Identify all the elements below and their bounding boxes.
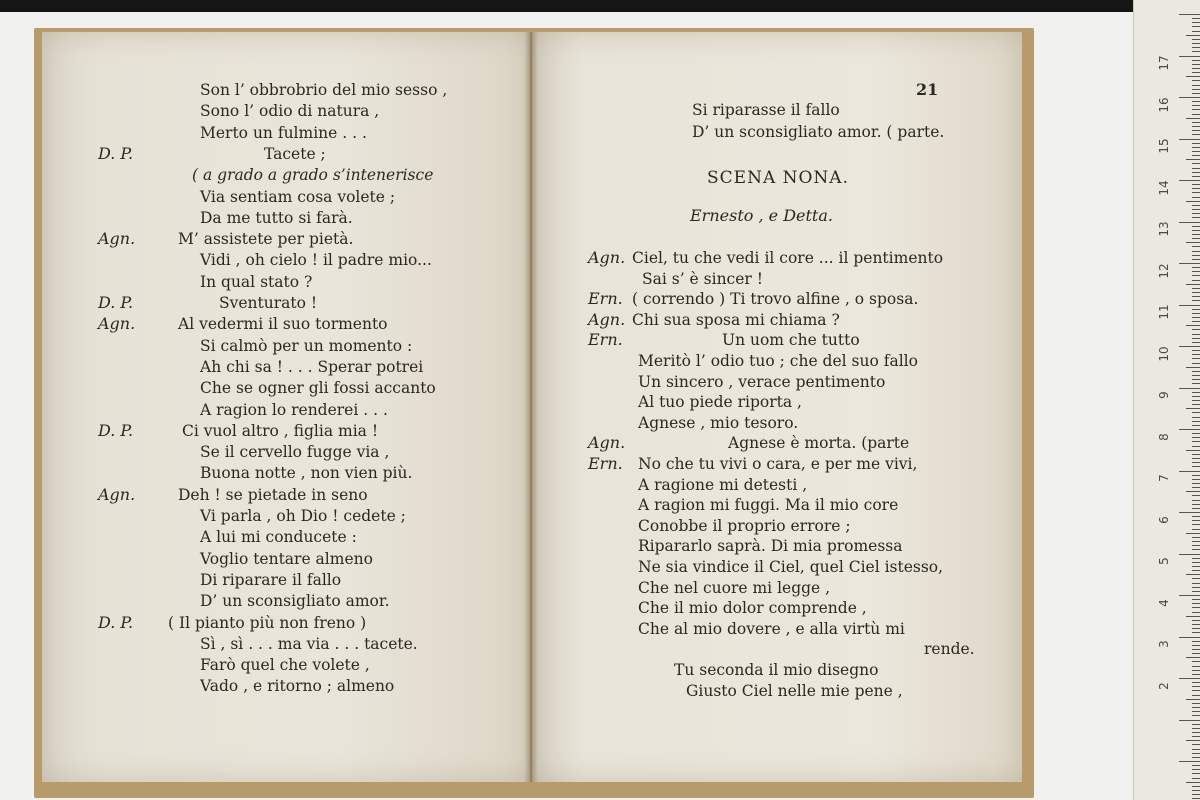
ruler-tick [1192,122,1200,123]
ruler-tick [1192,632,1200,633]
ruler-tick [1192,234,1200,235]
ruler-tick [1192,321,1200,322]
ruler-tick [1192,541,1200,542]
ruler-tick [1192,47,1200,48]
ruler-tick [1192,715,1200,716]
left-text-line: Di riparare il fallo [200,570,342,589]
ruler-tick [1192,475,1200,476]
ruler-tick [1192,288,1200,289]
ruler-tick [1192,516,1200,517]
ruler-tick [1186,657,1200,658]
ruler-tick [1192,454,1200,455]
ruler-tick [1192,188,1200,189]
left-text-line: Si calmò per un momento : [200,336,413,355]
ruler-number: 7 [1157,474,1171,482]
left-speaker: D. P. [98,293,134,312]
ruler-tick [1192,603,1200,604]
right-top-line-1: Si riparasse il fallo [692,101,840,119]
ruler-tick [1192,371,1200,372]
ruler-tick [1192,537,1200,538]
ruler-tick [1192,649,1200,650]
ruler-number: 16 [1157,96,1171,113]
left-text-line: In qual stato ? [200,272,313,291]
left-text-line: Al vedermi il suo tormento [178,315,388,334]
ruler-tick [1192,583,1200,584]
left-text-line: A ragion lo renderei . . . [200,400,388,419]
right-text-line: Che il mio dolor comprende , [638,599,867,618]
ruler-tick [1186,118,1200,119]
ruler-tick [1192,375,1200,376]
left-text-line: Via sentiam cosa volete ; [200,187,396,206]
ruler-tick [1192,309,1200,310]
right-text-line: Un uom che tutto [722,331,860,350]
ruler-tick [1192,765,1200,766]
ruler-tick [1186,408,1200,409]
ruler-tick [1192,80,1200,81]
ruler-number: 9 [1157,391,1171,399]
ruler-tick [1192,275,1200,276]
right-text-line: Sai s’ è sincer ! [642,269,763,288]
right-speaker: Ern. [588,454,623,473]
ruler-tick [1192,209,1200,210]
ruler-tick [1192,674,1200,675]
ruler-tick [1179,429,1200,430]
ruler-tick [1192,230,1200,231]
right-speaker: Agn. [588,248,626,267]
right-speaker: Ern. [588,330,623,350]
left-speaker: Agn. [98,484,136,504]
ruler-tick [1186,740,1200,741]
right-top-line-2: D’ un sconsigliato amor. ( parte. [692,123,945,141]
ruler-tick [1192,736,1200,737]
ruler-tick [1179,180,1200,181]
ruler-tick [1192,417,1200,418]
ruler-tick [1192,520,1200,521]
ruler-tick [1192,126,1200,127]
ruler-tick [1192,524,1200,525]
right-text-line: Che nel cuore mi legge , [638,578,831,597]
ruler-tick [1186,574,1200,575]
ruler-tick [1186,76,1200,77]
ruler-tick [1192,109,1200,110]
ruler-tick [1192,794,1200,795]
ruler-tick [1192,749,1200,750]
ruler-tick [1192,441,1200,442]
right-text-line: Agnese è morta. (parte [728,434,910,453]
ruler-tick [1192,296,1200,297]
ruler-tick [1192,778,1200,779]
ruler-tick [1192,172,1200,173]
right-text-line: Ripararlo saprà. Di mia promessa [638,537,903,556]
ruler-tick [1192,358,1200,359]
ruler-tick [1192,18,1200,19]
ruler-tick [1179,720,1200,721]
ruler-tick [1192,329,1200,330]
left-text-line: D’ un sconsigliato amor. [200,592,390,611]
left-text-line: Voglio tentare almeno [200,549,373,568]
ruler-tick [1192,421,1200,422]
ruler-tick [1179,512,1200,513]
ruler-number: 4 [1157,598,1171,607]
ruler-tick [1192,267,1200,268]
ruler-tick [1192,60,1200,61]
right-text-line: Giusto Ciel nelle mie pene , [686,681,903,700]
ruler-tick [1192,313,1200,314]
ruler-tick [1192,147,1200,148]
ruler-tick [1186,491,1200,492]
ruler-tick [1186,450,1200,451]
ruler-tick [1192,711,1200,712]
left-text-line: Farò quel che volete , [200,656,370,675]
right-text-line: Meritò l’ odio tuo ; che del suo fallo [638,352,918,370]
ruler-tick [1192,85,1200,86]
ruler-number: 5 [1157,557,1171,565]
ruler-tick [1192,31,1200,32]
right-text-line: No che tu vivi o cara, e per me vivi, [638,455,918,473]
right-text-line: Ciel, tu che vedi il core ... il pentimento [632,249,944,267]
ruler-tick [1192,342,1200,343]
ruler-tick [1192,591,1200,592]
ruler-tick [1192,529,1200,530]
ruler-tick [1179,346,1200,347]
right-text-line: Un sincero , verace pentimento [638,372,886,391]
ruler-tick [1192,653,1200,654]
right-text-line: ( correndo ) Ti trovo alfine , o sposa. [632,290,919,309]
left-text-line: Sventurato ! [219,294,318,312]
ruler-tick [1192,197,1200,198]
ruler-tick [1192,757,1200,758]
ruler-number: 12 [1157,262,1171,279]
left-speaker: D. P. [98,420,134,440]
ruler-tick [1192,728,1200,729]
ruler-tick [1179,56,1200,57]
ruler-tick [1192,255,1200,256]
ruler-tick [1192,645,1200,646]
right-text-line: Chi sua sposa mi chiama ? [632,310,840,329]
ruler-tick [1192,412,1200,413]
left-text-line: Se il cervello fugge via , [200,443,390,462]
ruler-tick [1192,176,1200,177]
ruler-tick [1192,338,1200,339]
ruler-tick [1192,51,1200,52]
left-text-line: Buona notte , non vien più. [200,464,413,483]
left-text-line: ( Il pianto più non freno ) [168,613,367,632]
ruler-tick [1192,68,1200,69]
ruler-tick [1192,545,1200,546]
left-speaker: Agn. [98,314,136,334]
ruler-tick [1179,97,1200,98]
right-speaker: Ern. [588,289,623,309]
ruler-tick [1192,101,1200,102]
ruler-tick [1192,587,1200,588]
right-text-line: Agnese , mio tesoro. [638,413,799,432]
ruler-tick [1192,773,1200,774]
right-text-line: Al tuo piede riporta , [638,393,802,412]
ruler-number: 17 [1157,55,1171,71]
ruler-tick [1179,305,1200,306]
ruler-tick [1192,72,1200,73]
ruler-tick [1192,495,1200,496]
ruler-tick [1192,479,1200,480]
ruler-tick [1192,578,1200,579]
ruler-number: 14 [1157,179,1171,196]
ruler-tick [1179,761,1200,762]
ruler-tick [1192,790,1200,791]
right-text-line: Ne sia vindice il Ciel, quel Ciel istesso, [638,558,944,576]
ruler-number: 3 [1157,640,1171,648]
ruler-tick [1192,641,1200,642]
left-text-line: Che se ogner gli fossi accanto [200,379,436,398]
left-text-line: A lui mi conducete : [200,528,357,547]
ruler-tick [1186,616,1200,617]
ruler-tick [1179,139,1200,140]
ruler-tick [1192,363,1200,364]
ruler-tick [1186,699,1200,700]
ruler-tick [1192,114,1200,115]
right-text-line: rende. [924,640,975,659]
ruler-tick [1179,637,1200,638]
ruler-tick [1192,707,1200,708]
left-text-line: Tacete ; [264,144,326,163]
left-page [42,32,530,782]
ruler-tick [1192,143,1200,144]
ruler-tick [1192,695,1200,696]
right-text-line: A ragione mi detesti , [638,475,808,494]
ruler-tick [1192,205,1200,206]
ruler-tick [1192,155,1200,156]
right-text-line: Conobbe il proprio errore ; [638,516,851,535]
ruler-tick [1179,14,1200,15]
ruler-tick [1186,533,1200,534]
ruler-tick [1192,134,1200,135]
ruler-tick [1192,744,1200,745]
ruler-tick [1192,238,1200,239]
left-text-line: Ci vuol altro , figlia mia ! [182,421,379,440]
ruler-tick [1192,786,1200,787]
ruler-tick [1192,271,1200,272]
ruler-tick [1192,400,1200,401]
ruler-tick [1192,392,1200,393]
ruler-tick [1192,769,1200,770]
ruler-tick [1179,263,1200,264]
right-speaker: Agn. [588,309,626,329]
ruler-tick [1192,599,1200,600]
ruler-tick [1192,487,1200,488]
ruler-tick [1192,462,1200,463]
ruler-tick [1179,595,1200,596]
left-text-line: Sì , sì . . . ma via . . . tacete. [200,634,418,653]
ruler-tick [1192,151,1200,152]
left-text-line: Son l’ obbrobrio del mio sesso , [200,81,448,99]
ruler-tick [1192,404,1200,405]
ruler-tick [1186,201,1200,202]
ruler-tick [1186,782,1200,783]
ruler-tick [1192,620,1200,621]
ruler-tick [1192,259,1200,260]
ruler-tick [1192,566,1200,567]
left-speaker: D. P. [98,612,134,632]
ruler-tick [1179,678,1200,679]
ruler-tick [1192,724,1200,725]
book-gutter [524,32,538,782]
ruler-tick [1192,105,1200,106]
ruler-tick [1192,558,1200,559]
ruler-number: 15 [1157,138,1171,154]
ruler-tick [1179,222,1200,223]
ruler-tick [1192,703,1200,704]
ruler-tick [1192,213,1200,214]
left-text-line: Vi parla , oh Dio ! cedete ; [200,507,406,525]
ruler-number: 10 [1157,345,1171,362]
ruler-tick [1192,483,1200,484]
ruler-tick [1192,433,1200,434]
ruler-tick [1192,628,1200,629]
ruler-number: 2 [1157,681,1171,690]
right-page [532,32,1022,782]
ruler-tick [1186,367,1200,368]
ruler-tick [1192,612,1200,613]
ruler-tick [1192,184,1200,185]
ruler-tick [1192,732,1200,733]
left-text-line: M’ assistete per pietà. [178,230,354,249]
left-text-line: Merto un fulmine . . . [200,123,367,142]
left-text-line: Ah chi sa ! . . . Sperar potrei [200,357,424,376]
ruler-tick [1192,666,1200,667]
right-text-line: A ragion mi fuggi. Ma il mio core [638,496,899,515]
ruler-tick [1192,22,1200,23]
right-speaker: Agn. [588,433,626,453]
ruler-tick [1192,350,1200,351]
left-text-line: Vidi , oh cielo ! il padre mio... [200,251,432,270]
ruler-tick [1192,661,1200,662]
ruler-tick [1192,163,1200,164]
ruler-tick [1192,753,1200,754]
left-text-line: ( a grado a grado s’intenerisce [192,166,434,185]
ruler-tick [1186,284,1200,285]
ruler-tick [1192,89,1200,90]
ruler-tick [1192,26,1200,27]
ruler-tick [1192,43,1200,44]
ruler-tick [1192,292,1200,293]
ruler-tick [1186,159,1200,160]
ruler-tick [1192,317,1200,318]
ruler-tick [1192,280,1200,281]
page-number: 21 [916,80,939,99]
ruler-tick [1186,242,1200,243]
ruler-tick [1192,437,1200,438]
ruler-tick [1192,226,1200,227]
ruler-tick [1192,39,1200,40]
ruler-tick [1192,570,1200,571]
left-text-line: Vado , e ritorno ; almeno [200,677,395,696]
ruler-tick [1192,354,1200,355]
left-speaker: D. P. [98,143,134,163]
ruler-number: 8 [1157,432,1171,441]
ruler-tick [1192,446,1200,447]
ruler-tick [1186,325,1200,326]
ruler-tick [1192,508,1200,509]
ruler-number: 13 [1157,221,1171,237]
scene-characters: Ernesto , e Detta. [690,206,833,225]
ruler-tick [1192,383,1200,384]
measuring-ruler [1133,0,1200,800]
ruler-tick [1192,93,1200,94]
ruler-tick [1186,35,1200,36]
scene-title: SCENA NONA. [707,168,849,188]
ruler-tick [1192,670,1200,671]
ruler-tick [1192,466,1200,467]
ruler-tick [1192,130,1200,131]
ruler-tick [1179,554,1200,555]
left-text-line: Deh ! se pietade in seno [178,485,368,504]
right-text-line: Che al mio dovere , e alla virtù mi [638,619,905,638]
ruler-tick [1192,168,1200,169]
ruler-tick [1192,562,1200,563]
ruler-tick [1192,379,1200,380]
ruler-tick [1192,334,1200,335]
ruler-number: 6 [1157,515,1171,524]
ruler-tick [1192,425,1200,426]
ruler-tick [1192,458,1200,459]
ruler-tick [1192,251,1200,252]
ruler-tick [1192,192,1200,193]
ruler-tick [1192,300,1200,301]
ruler-tick [1192,217,1200,218]
left-text-line: Sono l’ odio di natura , [200,102,380,121]
ruler-tick [1192,396,1200,397]
ruler-tick [1192,504,1200,505]
ruler-tick [1192,64,1200,65]
ruler-tick [1192,624,1200,625]
ruler-tick [1192,246,1200,247]
ruler-tick [1192,500,1200,501]
right-text-line: Tu seconda il mio disegno [674,661,879,679]
ruler-tick [1192,690,1200,691]
left-text-line: Da me tutto si farà. [200,208,353,227]
ruler-tick [1192,798,1200,799]
ruler-tick [1192,682,1200,683]
ruler-tick [1192,686,1200,687]
ruler-number: 11 [1157,304,1171,320]
ruler-tick [1179,388,1200,389]
ruler-tick [1179,471,1200,472]
left-speaker: Agn. [98,229,136,249]
ruler-tick [1192,607,1200,608]
ruler-tick [1192,549,1200,550]
